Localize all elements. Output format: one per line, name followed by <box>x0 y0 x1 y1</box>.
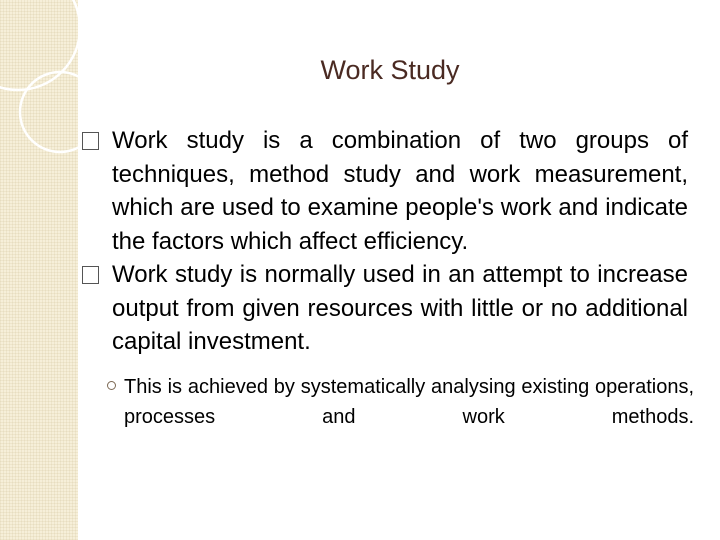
ring-bullet-icon <box>107 381 116 390</box>
sub-bullet-item <box>124 372 694 432</box>
bullet-item <box>112 258 688 359</box>
bullet-text: Work study is normally used in an attempt to increase output from given resources with little or no additional capital investment. <box>112 261 688 355</box>
sub-bullet-text: This is achieved by systematically analysing existing operations, processes and work methods. <box>124 375 694 428</box>
bullet-box-icon <box>82 132 99 150</box>
bullet-box-icon <box>82 266 99 284</box>
slide-title: Work Study <box>320 55 460 85</box>
bullet-text: Work study is a combination of two groups of techniques, method study and work measurement, which are used to examine people's work and indicate the factors which affect efficiency. <box>112 127 688 255</box>
slide-body <box>112 124 694 452</box>
bullet-item <box>112 124 688 258</box>
